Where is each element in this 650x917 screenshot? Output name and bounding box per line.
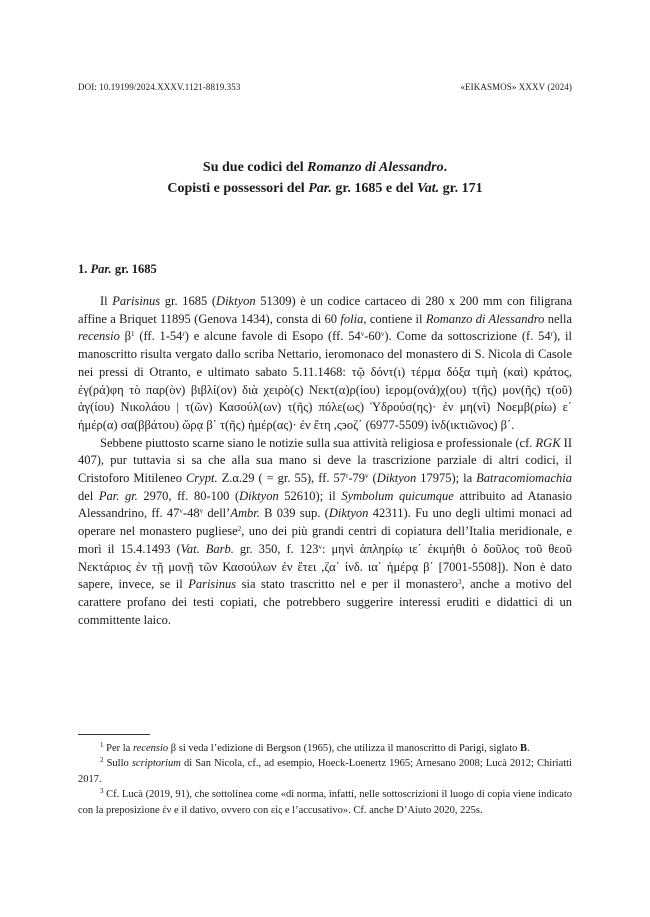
- footnote-1: $^1$ Per la recensio β si veda l’edizione di Bergson (1965), che utilizza il manoscritto di Parigi, siglato B.: [100, 741, 530, 754]
- doi-label: DOI: 10.19199/2024.XXXV.1121-8819.353: [78, 82, 241, 92]
- title-line-1: Su due codici del Romanzo di Alessandro.: [202, 160, 448, 175]
- footnote-separator: [78, 734, 150, 735]
- body-text: [78, 293, 572, 629]
- footnote-ref-1[interactable]: 1: [131, 330, 135, 339]
- footnote-3: $^3$ Cf. Lucà (2019, 91), che sottolinea come «di norma, infatti, nelle sottoscrizioni il luogo di copia viene indicato con la preposizione ἐν e il dativo, ovvero con εἰς e l’accusativo». Cf. anche D’Aiuto 2020, 225s.: [78, 787, 572, 816]
- title-line-2: Copisti e possessori del Par. gr. 1685 e del Vat. gr. 171: [167, 181, 483, 196]
- journal-label: «EIKASMOS» XXXV (2024): [460, 82, 572, 92]
- paragraph-1: Il Parisinus gr. 1685 (Diktyon 51309) è un codice cartaceo di 280 x 200 mm con filigrana affine a Briquet 11895 (Genova 1434), consta di 60 folia, contiene il Romanzo di Alessandro nella recensio $\beta^1$ (ff. 1-54$^r$) e alcune favole di Esopo (ff. 54$^v$-60$^v$). Come da sottoscrizione (f. 54$^r$), il manoscritto risulta vergato dallo scriba Nettario, ieromonaco del monastero di S. Nicola di Casole nei pressi di Otranto, e ultimato sabato 5.11.1468: τῷ δόντ(ι) τέρμα δόξα τιμὴ (καὶ) κράτος, ἐγ(ρά)φη τὸ παρ(ὸν) βιβλί(ον) διὰ χειρὸ(ς) Νεκτ(α)ρ(ίου) ἱερομ(ονά)χ(ου) τ(ῆς) μον(ῆς) τ(οῦ) ἁγ(ίου) Νικολάου | τ(ῶν) Κασούλ(ων) τ(ῆς) πόλε(ως) Ὑδρούσ(ης)· ἐν μη(νὶ) Νοεμβ(ρίω) ε΄ ἡμέρ(α) σα(ββάτου) ὥρᾳ β΄ τ(ῆς) ἡμέρ(ας)· ἐν ἔτη ,ς϶οζ΄ (6977-5509) ἰνδ(ικτιῶνος) β΄.: [78, 294, 573, 432]
- article-title: [78, 157, 572, 199]
- section-heading: 1. Par. gr. 1685: [78, 262, 157, 276]
- footnote-ref-3[interactable]: 3: [457, 578, 462, 587]
- footnotes: [78, 741, 572, 818]
- footnote-2: $^2$ Sullo scriptorium di San Nicola, cf., ad esempio, Hoeck-Loenertz 1965; Arnesano 2008; Lucà 2012; Chiriatti 2017.: [78, 756, 572, 785]
- paragraph-2: Sebbene piuttosto scarne siano le notizie sulla sua attività religiosa e professionale (cf. RGK II 407), pur tuttavia si sa che alla sua mano si deve la trascrizione parziale di altri codici, il Cristoforo Mitileneo Crypt. Z.α.29 ( = gr. 55), ff. 57$^r$-79$^v$ (Diktyon 17975); la Batracomiomachia del Par. gr. 2970, ff. 80-100 (Diktyon 52610); il Symbolum quicumque attribuito ad Atanasio Alessandrino, ff. 47$^v$-48$^v$ dell’Ambr. B 039 sup. (Diktyon 42311). Fu uno degli ultimi monaci ad operare nel monastero pugliese$^2$, uno dei più grandi centri di copiatura dell’Italia meridionale, e morì il 15.4.1493 (Vat. Barb. gr. 350, f. 123$^v$: μηνὶ ἀπληρίῳ ιε΄ ἐκιμήθι ὁ δοῦλος τοῦ θεοῦ Νεκτάριος ἐν τῇ μονῇ τῶν Κασούλων ἐν ἔτει ,ζα΄ ἰνδ. ια΄ ἡμέρᾳ β΄ [7001-5508]). Non è dato sapere, invece, se il Parisinus sia stato trascritto nel e per il monastero$^3$, anche a motivo del carattere profano dei testi copiati, che potrebbero suggerire interessi eruditi e didattici di un committente laico.: [78, 435, 573, 627]
- footnote-ref-2[interactable]: 2: [237, 525, 242, 534]
